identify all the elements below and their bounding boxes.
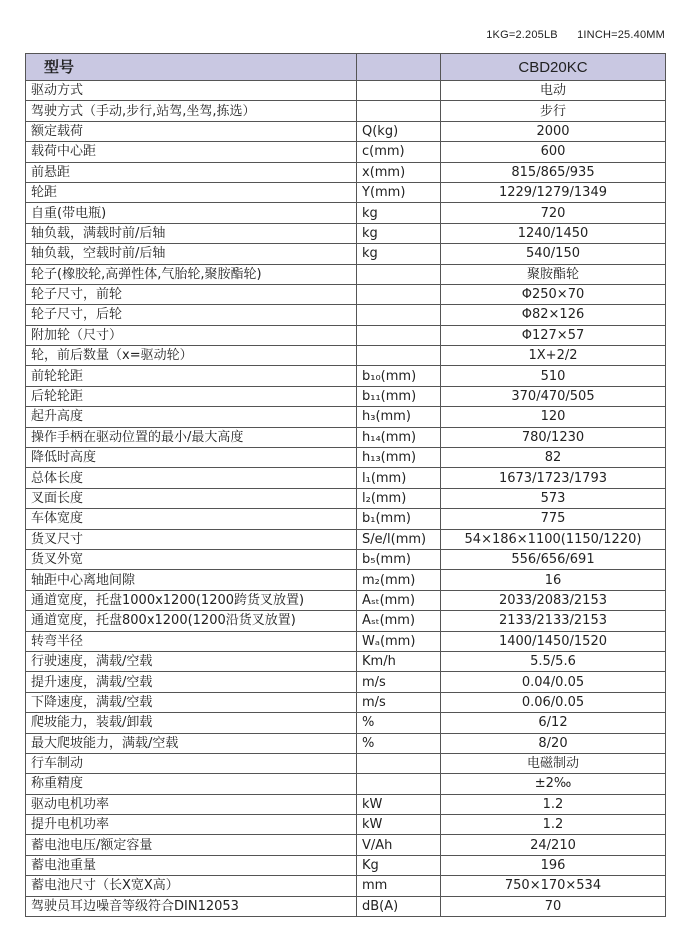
spec-name: 轴距中心离地间隙 bbox=[26, 570, 357, 590]
spec-unit: l₂(mm) bbox=[357, 488, 441, 508]
table-row bbox=[26, 325, 666, 345]
table-row bbox=[26, 284, 666, 304]
header-label: 型号 bbox=[26, 54, 357, 81]
spec-unit: S/e/l(mm) bbox=[357, 529, 441, 549]
spec-unit: x(mm) bbox=[357, 162, 441, 182]
spec-name: 轮距 bbox=[26, 182, 357, 202]
spec-unit: kg bbox=[357, 244, 441, 264]
spec-value: 1.2 bbox=[441, 815, 666, 835]
table-row bbox=[26, 182, 666, 202]
spec-name: 总体长度 bbox=[26, 468, 357, 488]
spec-value: 720 bbox=[441, 203, 666, 223]
table-row bbox=[26, 815, 666, 835]
spec-unit: dB(A) bbox=[357, 896, 441, 916]
spec-value: 600 bbox=[441, 142, 666, 162]
spec-value: 2133/2133/2153 bbox=[441, 611, 666, 631]
spec-name: 蓄电池尺寸（长X宽X高） bbox=[26, 876, 357, 896]
spec-value: 2000 bbox=[441, 121, 666, 141]
spec-value: 电磁制动 bbox=[441, 753, 666, 773]
table-row bbox=[26, 835, 666, 855]
spec-value: 815/865/935 bbox=[441, 162, 666, 182]
spec-name: 通道宽度，托盘800x1200(1200沿货叉放置) bbox=[26, 611, 357, 631]
spec-name: 蓄电池电压/额定容量 bbox=[26, 835, 357, 855]
table-row bbox=[26, 203, 666, 223]
table-row bbox=[26, 611, 666, 631]
spec-unit: m/s bbox=[357, 692, 441, 712]
spec-value: 0.06/0.05 bbox=[441, 692, 666, 712]
spec-value: 电动 bbox=[441, 81, 666, 101]
spec-name: 爬坡能力，装载/卸载 bbox=[26, 713, 357, 733]
spec-unit: h₁₄(mm) bbox=[357, 427, 441, 447]
spec-name: 下降速度，满载/空载 bbox=[26, 692, 357, 712]
spec-value: 510 bbox=[441, 366, 666, 386]
spec-name: 起升高度 bbox=[26, 407, 357, 427]
spec-unit: Aₛₜ(mm) bbox=[357, 611, 441, 631]
inch-mm-conversion: 1INCH=25.40MM bbox=[577, 29, 665, 41]
spec-unit: b₁₁(mm) bbox=[357, 386, 441, 406]
spec-name: 前悬距 bbox=[26, 162, 357, 182]
spec-value: 24/210 bbox=[441, 835, 666, 855]
spec-name: 称重精度 bbox=[26, 774, 357, 794]
spec-name: 额定载荷 bbox=[26, 121, 357, 141]
spec-name: 叉面长度 bbox=[26, 488, 357, 508]
spec-unit: kW bbox=[357, 794, 441, 814]
unit-conversion-note bbox=[486, 29, 665, 41]
spec-unit: % bbox=[357, 713, 441, 733]
spec-unit bbox=[357, 325, 441, 345]
spec-name: 操作手柄在驱动位置的最小/最大高度 bbox=[26, 427, 357, 447]
spec-value: 聚胺酯轮 bbox=[441, 264, 666, 284]
spec-unit: h₁₃(mm) bbox=[357, 448, 441, 468]
spec-name: 自重(带电瓶) bbox=[26, 203, 357, 223]
table-row bbox=[26, 876, 666, 896]
table-row bbox=[26, 733, 666, 753]
table-row bbox=[26, 570, 666, 590]
table-row bbox=[26, 468, 666, 488]
spec-value: 1673/1723/1793 bbox=[441, 468, 666, 488]
spec-unit: kW bbox=[357, 815, 441, 835]
spec-unit bbox=[357, 753, 441, 773]
spec-name: 车体宽度 bbox=[26, 509, 357, 529]
spec-value: ±2‰ bbox=[441, 774, 666, 794]
spec-unit bbox=[357, 346, 441, 366]
spec-value: 1240/1450 bbox=[441, 223, 666, 243]
table-row bbox=[26, 713, 666, 733]
spec-unit: Km/h bbox=[357, 651, 441, 671]
spec-name: 轮子(橡胶轮,高弹性体,气胎轮,聚胺酯轮) bbox=[26, 264, 357, 284]
spec-name: 提升速度，满载/空载 bbox=[26, 672, 357, 692]
spec-name: 附加轮（尺寸） bbox=[26, 325, 357, 345]
spec-name: 轮子尺寸，前轮 bbox=[26, 284, 357, 304]
spec-unit bbox=[357, 101, 441, 121]
table-row bbox=[26, 631, 666, 651]
spec-unit: Q(kg) bbox=[357, 121, 441, 141]
table-row bbox=[26, 692, 666, 712]
spec-unit: kg bbox=[357, 203, 441, 223]
spec-unit: c(mm) bbox=[357, 142, 441, 162]
spec-unit: % bbox=[357, 733, 441, 753]
spec-value: 2033/2083/2153 bbox=[441, 590, 666, 610]
table-header-row bbox=[26, 54, 666, 81]
spec-value: Φ250×70 bbox=[441, 284, 666, 304]
table-row bbox=[26, 774, 666, 794]
header-unit bbox=[357, 54, 441, 81]
table-row bbox=[26, 121, 666, 141]
spec-name: 载荷中心距 bbox=[26, 142, 357, 162]
spec-unit bbox=[357, 305, 441, 325]
spec-unit: Wₐ(mm) bbox=[357, 631, 441, 651]
spec-value: 780/1230 bbox=[441, 427, 666, 447]
spec-value: Φ127×57 bbox=[441, 325, 666, 345]
table-row bbox=[26, 264, 666, 284]
table-row bbox=[26, 346, 666, 366]
spec-value: 370/470/505 bbox=[441, 386, 666, 406]
spec-value: 196 bbox=[441, 855, 666, 875]
table-row bbox=[26, 407, 666, 427]
spec-name: 驾驶方式（手动,步行,站驾,坐驾,拣选） bbox=[26, 101, 357, 121]
spec-name: 行驶速度，满载/空载 bbox=[26, 651, 357, 671]
spec-unit: Y(mm) bbox=[357, 182, 441, 202]
spec-unit bbox=[357, 81, 441, 101]
spec-value: 750×170×534 bbox=[441, 876, 666, 896]
spec-unit bbox=[357, 264, 441, 284]
table-row bbox=[26, 896, 666, 916]
spec-unit: V/Ah bbox=[357, 835, 441, 855]
spec-name: 转弯半径 bbox=[26, 631, 357, 651]
spec-value: 1400/1450/1520 bbox=[441, 631, 666, 651]
spec-name: 驾驶员耳边噪音等级符合DIN12053 bbox=[26, 896, 357, 916]
spec-unit bbox=[357, 774, 441, 794]
spec-unit: h₃(mm) bbox=[357, 407, 441, 427]
spec-name: 驱动电机功率 bbox=[26, 794, 357, 814]
table-row bbox=[26, 672, 666, 692]
spec-name: 驱动方式 bbox=[26, 81, 357, 101]
spec-name: 行车制动 bbox=[26, 753, 357, 773]
spec-value: 54×186×1100(1150/1220) bbox=[441, 529, 666, 549]
table-row bbox=[26, 81, 666, 101]
table-row bbox=[26, 142, 666, 162]
spec-unit: mm bbox=[357, 876, 441, 896]
spec-value: 70 bbox=[441, 896, 666, 916]
table-row bbox=[26, 427, 666, 447]
spec-name: 后轮轮距 bbox=[26, 386, 357, 406]
spec-unit: Aₛₜ(mm) bbox=[357, 590, 441, 610]
table-row bbox=[26, 223, 666, 243]
spec-value: 120 bbox=[441, 407, 666, 427]
spec-unit: l₁(mm) bbox=[357, 468, 441, 488]
table-row bbox=[26, 509, 666, 529]
spec-value: 82 bbox=[441, 448, 666, 468]
spec-value: 16 bbox=[441, 570, 666, 590]
table-row bbox=[26, 101, 666, 121]
table-row bbox=[26, 305, 666, 325]
spec-name: 通道宽度，托盘1000x1200(1200跨货叉放置) bbox=[26, 590, 357, 610]
spec-name: 货叉外宽 bbox=[26, 549, 357, 569]
spec-name: 提升电机功率 bbox=[26, 815, 357, 835]
spec-name: 前轮轮距 bbox=[26, 366, 357, 386]
spec-value: 556/656/691 bbox=[441, 549, 666, 569]
spec-value: 1.2 bbox=[441, 794, 666, 814]
spec-value: Φ82×126 bbox=[441, 305, 666, 325]
spec-value: 步行 bbox=[441, 101, 666, 121]
spec-value: 775 bbox=[441, 509, 666, 529]
table-row bbox=[26, 488, 666, 508]
table-row bbox=[26, 753, 666, 773]
table-row bbox=[26, 549, 666, 569]
spec-unit: b₁(mm) bbox=[357, 509, 441, 529]
spec-table bbox=[25, 53, 666, 917]
spec-value: 6/12 bbox=[441, 713, 666, 733]
spec-name: 降低时高度 bbox=[26, 448, 357, 468]
table-row bbox=[26, 366, 666, 386]
spec-unit: kg bbox=[357, 223, 441, 243]
spec-name: 轴负载，满载时前/后轴 bbox=[26, 223, 357, 243]
table-row bbox=[26, 794, 666, 814]
table-row bbox=[26, 590, 666, 610]
table-row bbox=[26, 162, 666, 182]
spec-name: 蓄电池重量 bbox=[26, 855, 357, 875]
spec-value: 1X+2/2 bbox=[441, 346, 666, 366]
table-row bbox=[26, 448, 666, 468]
table-row bbox=[26, 651, 666, 671]
spec-unit bbox=[357, 284, 441, 304]
kg-lb-conversion: 1KG=2.205LB bbox=[486, 29, 558, 41]
spec-unit: b₁₀(mm) bbox=[357, 366, 441, 386]
spec-name: 轮，前后数量（x=驱动轮） bbox=[26, 346, 357, 366]
spec-value: 8/20 bbox=[441, 733, 666, 753]
spec-unit: m₂(mm) bbox=[357, 570, 441, 590]
spec-unit: m/s bbox=[357, 672, 441, 692]
spec-unit: Kg bbox=[357, 855, 441, 875]
table-row bbox=[26, 855, 666, 875]
spec-name: 轴负载，空载时前/后轴 bbox=[26, 244, 357, 264]
table-row bbox=[26, 529, 666, 549]
spec-table-body bbox=[26, 54, 666, 917]
header-model: CBD20KC bbox=[441, 54, 666, 81]
spec-value: 5.5/5.6 bbox=[441, 651, 666, 671]
table-row bbox=[26, 386, 666, 406]
spec-value: 0.04/0.05 bbox=[441, 672, 666, 692]
spec-name: 货叉尺寸 bbox=[26, 529, 357, 549]
spec-value: 1229/1279/1349 bbox=[441, 182, 666, 202]
spec-name: 轮子尺寸，后轮 bbox=[26, 305, 357, 325]
spec-name: 最大爬坡能力，满载/空载 bbox=[26, 733, 357, 753]
spec-value: 540/150 bbox=[441, 244, 666, 264]
spec-unit: b₅(mm) bbox=[357, 549, 441, 569]
spec-value: 573 bbox=[441, 488, 666, 508]
table-row bbox=[26, 244, 666, 264]
